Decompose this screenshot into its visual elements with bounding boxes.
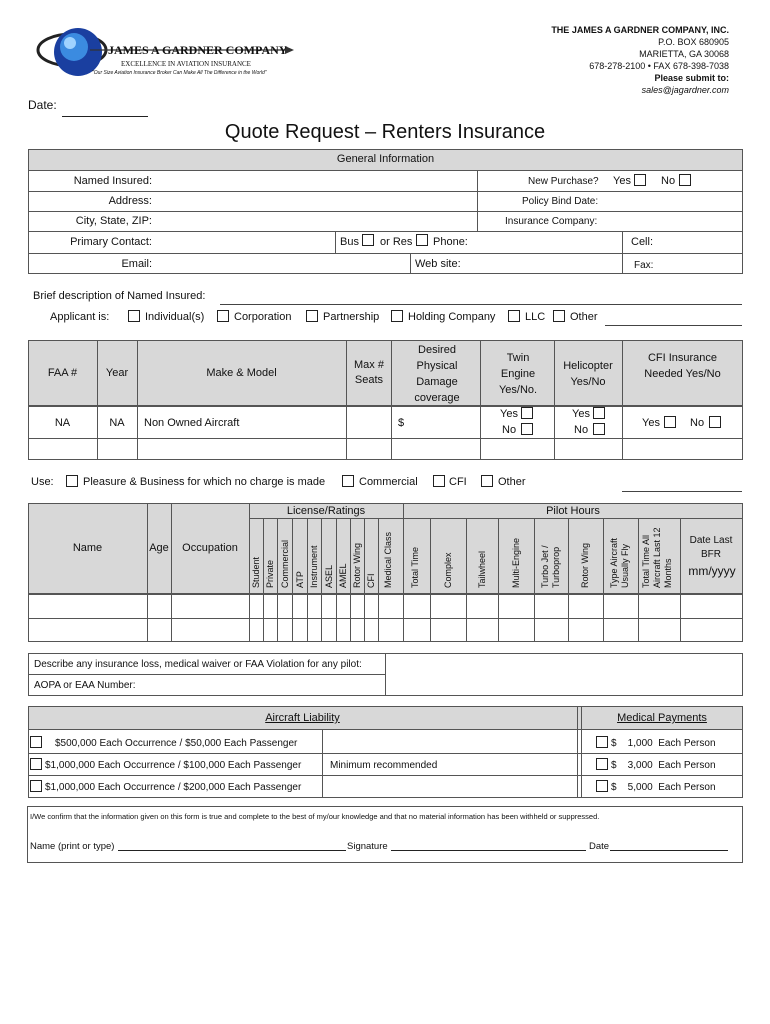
liability-title: Aircraft Liability [265,712,340,724]
med-3000-label: $ 3,000 Each Person [611,760,716,771]
fax-label: Fax: [634,260,654,271]
confirm-date-line[interactable] [610,850,728,851]
confirm-name-label: Name (print or type) [30,841,115,852]
twin-yes-label: Yes [500,408,518,420]
cfi-yes-label: Yes [642,417,660,429]
use-cfi-checkbox[interactable] [433,475,445,487]
confirm-text: I/We confirm that the information given on this form is true and complete to the best of my/our knowledge and that no material information has been withheld or suppressed. [30,812,600,821]
cfi-no-label: No [690,417,705,429]
pilot-age-header: Age [149,542,169,554]
new-purchase-yes-label: Yes [613,175,631,187]
date-bfr-format: mm/yyyy [688,564,736,578]
heli-yes-checkbox[interactable] [593,407,605,419]
logo-slogan: "Our Size Aviation Insurance Broker Can Make All The Difference in the World" [92,70,267,76]
bus-checkbox[interactable] [362,234,374,246]
partnership-checkbox[interactable] [306,310,318,322]
date-bfr-header: Date Last BFR [689,535,733,560]
use-pleasure: Pleasure & Business for which no charge is made [83,476,326,488]
new-purchase-no-label: No [661,175,676,187]
loss-describe-label: Describe any insurance loss, medical waiver or FAA Violation for any pilot: [34,659,362,670]
liability-500k-checkbox[interactable] [30,736,42,748]
company-phone-fax: 678-278-2100 • FAX 678-398-7038 [589,61,729,71]
heli-no-checkbox[interactable] [593,423,605,435]
brief-description-line[interactable] [220,304,742,305]
faa-header: FAA # [47,367,78,379]
liability-1m-100k-checkbox[interactable] [30,758,42,770]
name-line[interactable] [118,850,346,851]
year-value: NA [109,417,125,429]
page-title: Quote Request – Renters Insurance [224,121,546,143]
twin-no-checkbox[interactable] [521,423,533,435]
hours-multi-engine: Multi-Engine [511,537,521,588]
llc-checkbox[interactable] [508,310,520,322]
logo-name: JAMES A GARDNER COMPANY [108,43,288,57]
other-line[interactable] [605,325,742,326]
logo-tagline: EXCELLENCE IN AVIATION INSURANCE [121,60,251,68]
license-private: Private [265,559,275,588]
brief-description-label: Brief description of Named Insured: [33,290,206,302]
cfi-insurance-header: CFI Insurance Needed Yes/No [644,352,721,380]
hours-tailwheel: Tailwheel [477,550,487,588]
faa-value: NA [54,417,71,429]
website-label: Web site: [415,258,461,270]
medical-payments-title: Medical Payments [617,712,707,724]
res-checkbox[interactable] [416,234,428,246]
license-atp: ATP [295,571,305,588]
make-model-value: Non Owned Aircraft [144,417,240,429]
pilot-hours-header: Pilot Hours [546,505,600,517]
policy-bind-date-label: Policy Bind Date: [522,196,599,207]
option-holding-company: Holding Company [408,311,496,323]
make-model-header: Make & Model [206,367,277,379]
general-info-title: General Information [336,153,435,165]
minimum-recommended: Minimum recommended [330,760,438,771]
med-5000-label: $ 5,000 Each Person [611,782,716,793]
confirm-date-label: Date [589,841,610,852]
email-label: Email: [121,258,152,270]
new-purchase-label: New Purchase? [528,176,599,187]
pleasure-checkbox[interactable] [66,475,78,487]
primary-contact-label: Primary Contact: [70,236,152,248]
heli-yes-label: Yes [572,408,590,420]
hours-total-last-12: Total Time All Aircraft Last 12 Months [641,527,673,588]
twin-yes-checkbox[interactable] [521,407,533,419]
aopa-label: AOPA or EAA Number: [34,680,136,691]
option-llc: LLC [525,311,546,323]
option-other: Other [570,311,598,323]
company-email[interactable]: sales@jagardner.com [641,85,729,95]
option-partnership: Partnership [323,311,380,323]
heli-no-label: No [574,424,589,436]
license-student: Student [251,556,261,588]
address-label: Address: [108,195,152,207]
confirm-signature-label: Signature [347,841,388,852]
new-purchase-yes-checkbox[interactable] [634,174,646,186]
option-corporation: Corporation [234,311,292,323]
applicant-is-label: Applicant is: [50,311,110,323]
med-1000-label: $ 1,000 Each Person [611,738,716,749]
holding-company-checkbox[interactable] [391,310,403,322]
damage-dollar: $ [398,417,405,429]
med-5000-checkbox[interactable] [596,780,608,792]
med-3000-checkbox[interactable] [596,758,608,770]
date-label: Date: [28,98,57,112]
commercial-checkbox[interactable] [342,475,354,487]
hours-total-time: Total Time [410,546,420,588]
liability-1m-200k-checkbox[interactable] [30,780,42,792]
pilot-occupation-header: Occupation [182,542,238,554]
license-commercial: Commercial [280,539,290,588]
use-label: Use: [31,476,54,488]
med-1000-checkbox[interactable] [596,736,608,748]
liability-1m-200k-label: $1,000,000 Each Occurrence / $200,000 Each Passenger [45,782,302,793]
insurance-company-label: Insurance Company: [505,216,598,227]
license-medical-class: Medical Class [383,531,393,588]
liability-1m-100k-label: $1,000,000 Each Occurrence / $100,000 Each Passenger [45,760,302,771]
twin-no-label: No [502,424,517,436]
cfi-no-checkbox[interactable] [709,416,721,428]
company-name: THE JAMES A GARDNER COMPANY, INC. [551,25,729,35]
city-state-zip-label: City, State, ZIP: [75,215,152,227]
cfi-yes-checkbox[interactable] [664,416,676,428]
other-checkbox[interactable] [553,310,565,322]
submit-label: Please submit to: [654,73,729,83]
max-seats-header: Max # Seats [354,359,384,386]
pilot-name-header: Name [72,542,103,554]
option-individual: Individual(s) [145,311,205,323]
twin-engine-header: Twin Engine Yes/No. [498,352,538,396]
hours-turbo: Turbo Jet / Turboprop [540,545,561,588]
date-input-line[interactable] [62,116,148,117]
liability-500k-label: $500,000 Each Occurrence / $50,000 Each Passenger [55,738,298,749]
use-cfi: CFI [449,476,467,488]
license-asel: ASEL [324,564,334,588]
year-header: Year [105,367,129,379]
phone-label: Phone: [433,236,468,248]
use-other-checkbox[interactable] [481,475,493,487]
cell-label: Cell: [631,236,654,248]
individual-checkbox[interactable] [128,310,140,322]
license-rotor-wing: Rotor Wing [352,542,362,588]
license-amel: AMEL [338,563,348,588]
use-other: Other [498,476,526,488]
res-label: or Res [380,236,413,248]
license-cfi: CFI [366,573,376,588]
use-other-line[interactable] [622,491,742,492]
hours-rotor-wing: Rotor Wing [580,542,590,588]
company-po-box: P.O. BOX 680905 [658,37,729,47]
license-ratings-header: License/Ratings [286,505,366,517]
hours-type-aircraft: Type Aircraft Usually Fly [609,537,630,588]
damage-header: Desired Physical Damage coverage [414,344,460,404]
new-purchase-no-checkbox[interactable] [679,174,691,186]
use-commercial: Commercial [359,476,418,488]
helicopter-header: Helicopter Yes/No [563,360,613,388]
signature-line[interactable] [391,850,586,851]
corporation-checkbox[interactable] [217,310,229,322]
hours-complex: Complex [443,552,453,588]
license-instrument: Instrument [309,545,319,588]
company-city: MARIETTA, GA 30068 [639,49,729,59]
bus-label: Bus [340,236,359,248]
named-insured-label: Named Insured: [73,175,152,187]
